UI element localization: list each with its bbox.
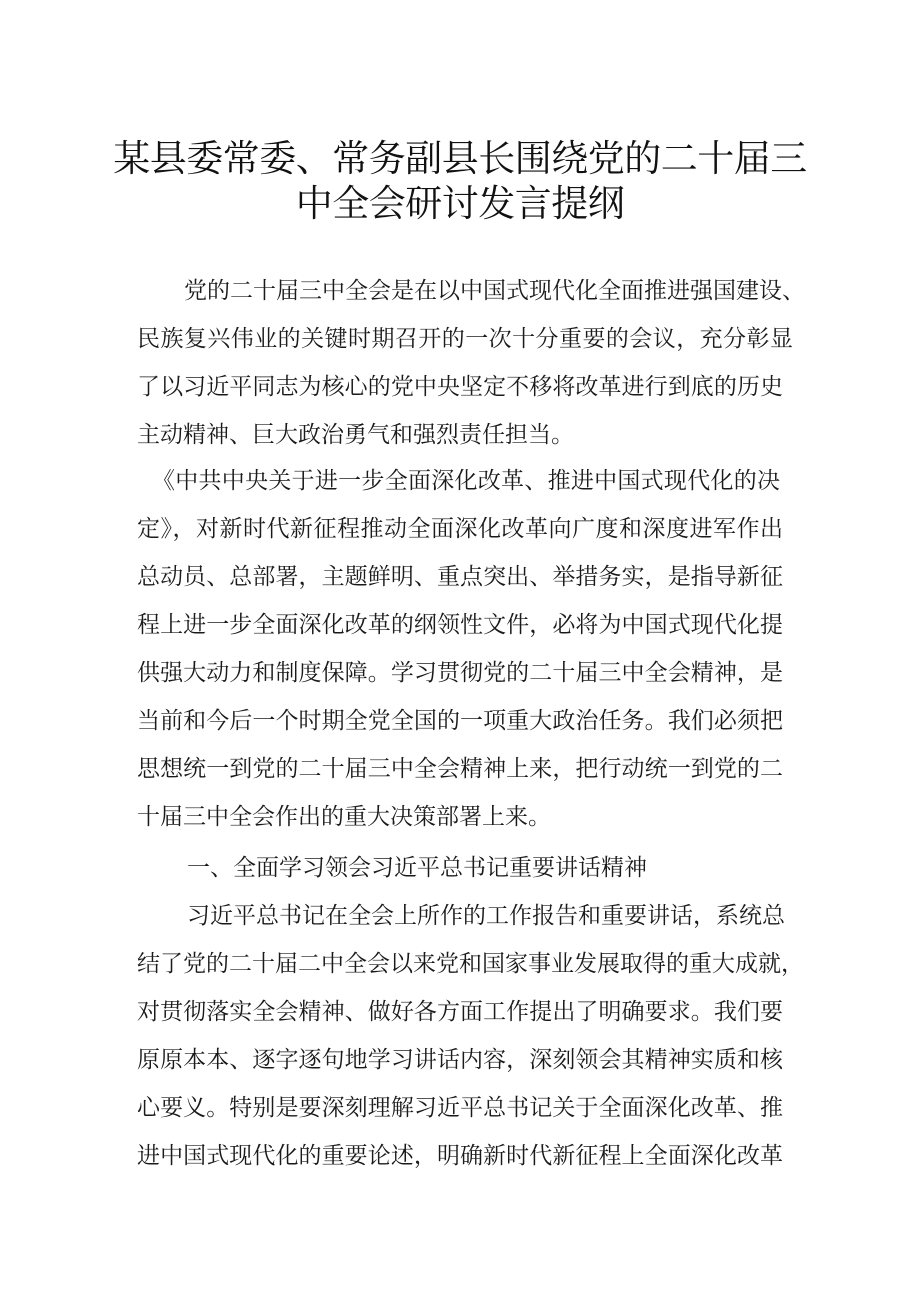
body-line-2: 民族复兴伟业的关键时期召开的一次十分重要的会议，充分彰显 xyxy=(137,326,793,352)
body-line-13: 习近平总书记在全会上所作的工作报告和重要讲话，系统总 xyxy=(187,903,785,929)
body-line-6: 定》，对新时代新征程推动全面深化改革向广度和深度进军作出 xyxy=(137,516,783,542)
body-line-7: 总动员、总部署，主题鲜明、重点突出、举措务实，是指导新征 xyxy=(137,564,783,590)
body-line-12: 十届三中全会作出的重大决策部署上来。 xyxy=(137,804,551,830)
section-heading-1: 一、全面学习领会习近平总书记重要讲话精神 xyxy=(187,855,647,881)
document-title-line-1: 某县委常委、常务副县长围绕党的二十届三 xyxy=(113,137,807,180)
body-line-3: 了以习近平同志为核心的党中央坚定不移将改革进行到底的历史 xyxy=(137,374,783,400)
body-line-18: 进中国式现代化的重要论述，明确新时代新征程上全面深化改革 xyxy=(137,1143,783,1169)
body-line-9: 供强大动力和制度保障。学习贯彻党的二十届三中全会精神，是 xyxy=(137,660,783,686)
body-line-4: 主动精神、巨大政治勇气和强烈责任担当。 xyxy=(137,422,574,448)
body-line-8: 程上进一步全面深化改革的纲领性文件，必将为中国式现代化提 xyxy=(137,612,783,638)
body-line-16: 原原本本、逐字逐句地学习讲话内容，深刻领会其精神实质和核 xyxy=(137,1047,783,1073)
body-line-15: 对贯彻落实全会精神、做好各方面工作提出了明确要求。我们要 xyxy=(137,999,783,1025)
body-line-10: 当前和今后一个时期全党全国的一项重大政治任务。我们必须把 xyxy=(137,708,783,734)
document-title-line-2: 中全会研讨发言提纲 xyxy=(295,182,625,225)
body-line-1: 党的二十届三中全会是在以中国式现代化全面推进强国建设、 xyxy=(184,278,805,304)
body-line-5: 《中共中央关于进一步全面深化改革、推进中国式现代化的决 xyxy=(152,468,780,494)
body-line-17: 心要义。特别是要深刻理解习近平总书记关于全面深化改革、推 xyxy=(137,1095,783,1121)
body-line-11: 思想统一到党的二十届三中全会精神上来，把行动统一到党的二 xyxy=(137,756,783,782)
body-line-14: 结了党的二十届二中全会以来党和国家事业发展取得的重大成就， xyxy=(137,951,804,977)
